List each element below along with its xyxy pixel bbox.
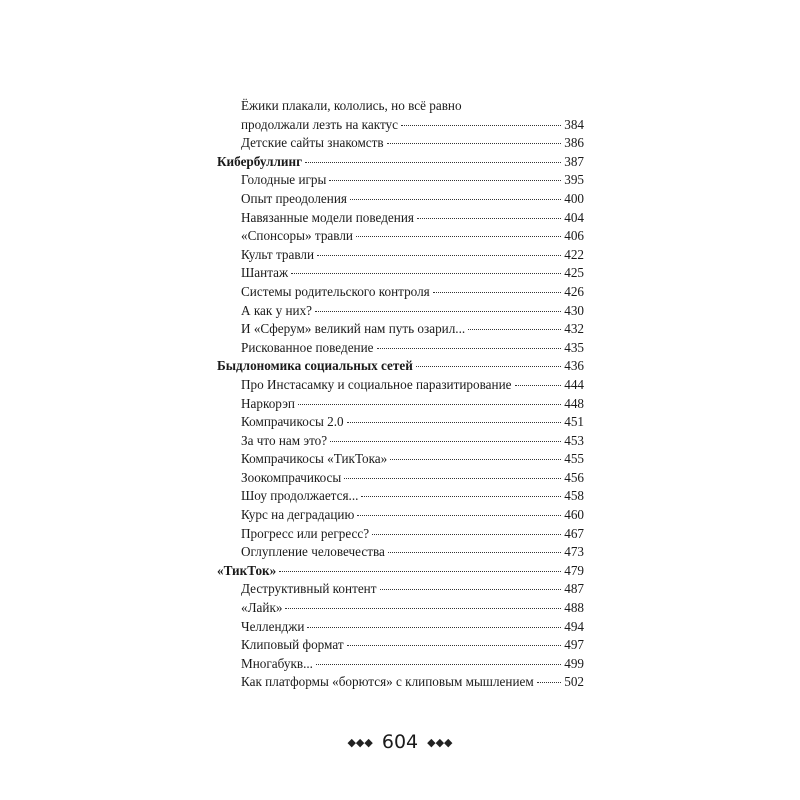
dot-leader: [433, 292, 561, 293]
toc-entry-page: 473: [564, 544, 584, 560]
toc-entry-title: Компрачикосы «ТикТока»: [241, 451, 388, 467]
toc-entry-page: 395: [564, 172, 584, 188]
toc-entry: [217, 97, 584, 116]
toc-entry-title: Ёжики плакали, кололись, но всё равно: [241, 98, 462, 113]
dot-leader: [330, 441, 561, 442]
dot-leader: [285, 608, 561, 609]
toc-entry: [217, 264, 584, 283]
dot-leader: [388, 552, 561, 553]
toc-entry: [217, 171, 584, 190]
toc-entry-title: Клиповый формат: [241, 637, 344, 653]
dot-leader: [390, 459, 561, 460]
toc-entry-page: 426: [564, 283, 584, 299]
toc-entry: [217, 320, 584, 339]
ornament-right-icon: ◆◆◆: [427, 735, 453, 749]
dot-leader: [347, 645, 562, 646]
toc-entry-title: А как у них?: [241, 302, 313, 318]
toc-entry-title: За что нам это?: [241, 432, 328, 448]
toc-entry-page: 444: [564, 376, 584, 392]
toc-entry-page: 451: [564, 414, 584, 430]
dot-leader: [307, 627, 561, 628]
toc-entry: [217, 246, 584, 265]
toc-entry-page: 488: [564, 600, 584, 616]
dot-leader: [380, 589, 562, 590]
dot-leader: [305, 162, 561, 163]
toc-entry: [217, 283, 584, 302]
toc-entry-page: 387: [564, 153, 584, 169]
toc-entry: [217, 580, 584, 599]
toc-entry: [217, 302, 584, 321]
dot-leader: [416, 366, 561, 367]
toc-entry-page: 494: [564, 618, 584, 634]
toc-entry-title: И «Сферум» великий нам путь озарил...: [241, 321, 466, 337]
page-footer: [0, 731, 800, 753]
toc-entry: [217, 636, 584, 655]
toc-entry-page: 448: [564, 395, 584, 411]
dot-leader: [357, 515, 561, 516]
toc-entry-title: «Лайк»: [241, 600, 283, 616]
toc-entry-page: 404: [564, 209, 584, 225]
toc-entry-title: Наркорэп: [241, 395, 295, 411]
toc-entry-title: Шоу продолжается...: [241, 488, 359, 504]
toc-section-entry: [217, 153, 584, 172]
toc-entry-page: 430: [564, 302, 584, 318]
toc-entry-page: 502: [564, 674, 584, 690]
toc-entry: [217, 209, 584, 228]
dot-leader: [316, 664, 561, 665]
dot-leader: [377, 348, 562, 349]
toc-entry-title: Как платформы «борются» с клиповым мышлением: [241, 674, 534, 690]
dot-leader: [468, 329, 561, 330]
toc-entry-page: 436: [564, 358, 584, 374]
toc-entry-page: 406: [564, 228, 584, 244]
dot-leader: [361, 496, 561, 497]
toc-entry-title: Рискованное поведение: [241, 339, 374, 355]
toc-entry-page: 432: [564, 321, 584, 337]
toc-entry-page: 384: [564, 116, 584, 132]
toc-entry-title: продолжали лезть на кактус: [241, 116, 399, 132]
dot-leader: [279, 571, 561, 572]
toc-entry-page: 422: [564, 246, 584, 262]
toc-entry-title: Голодные игры: [241, 172, 327, 188]
toc-entry-page: 455: [564, 451, 584, 467]
toc-entry-title: Про Инстасамку и социальное паразитирование: [241, 376, 512, 392]
toc-entry-page: 435: [564, 339, 584, 355]
toc-entry-title: Деструктивный контент: [241, 581, 377, 597]
dot-leader: [417, 218, 561, 219]
toc-entry: [217, 673, 584, 692]
ornament-left-icon: ◆◆◆: [347, 735, 373, 749]
toc-entry-title: Культ травли: [241, 246, 315, 262]
toc-entry-title: Прогресс или регресс?: [241, 525, 370, 541]
page-number: 604: [381, 731, 419, 753]
toc-entry-title: Компрачикосы 2.0: [241, 414, 344, 430]
toc-entry-title: Шантаж: [241, 265, 289, 281]
toc-entry: [217, 469, 584, 488]
dot-leader: [317, 255, 561, 256]
toc-entry-title: Многабукв...: [241, 655, 313, 671]
dot-leader: [329, 180, 561, 181]
toc-entry-title: Оглупление человечества: [241, 544, 385, 560]
dot-leader: [344, 478, 561, 479]
toc-entry-title: Навязанные модели поведения: [241, 209, 414, 225]
toc-entry-page: 460: [564, 507, 584, 523]
dot-leader: [387, 143, 562, 144]
dot-leader: [350, 199, 561, 200]
toc-entry: [217, 599, 584, 618]
toc-entry: [217, 487, 584, 506]
dot-leader: [537, 682, 562, 683]
toc-entry-title: Системы родительского контроля: [241, 283, 430, 299]
toc-entry: [217, 525, 584, 544]
toc-entry: [217, 395, 584, 414]
toc-entry: [217, 618, 584, 637]
dot-leader: [291, 273, 561, 274]
toc-entry: [217, 432, 584, 451]
toc-entry-page: 400: [564, 190, 584, 206]
dot-leader: [372, 534, 561, 535]
toc-entry: [217, 413, 584, 432]
toc-entry: [217, 376, 584, 395]
toc-entry-title: Быдлономика социальных сетей: [217, 358, 413, 374]
toc-entry-title: Кибербуллинг: [217, 153, 303, 169]
dot-leader: [347, 422, 562, 423]
toc-entry: [217, 655, 584, 674]
toc-section-entry: [217, 562, 584, 581]
toc-entry-page: 458: [564, 488, 584, 504]
toc-entry: [217, 450, 584, 469]
toc-entry-page: 425: [564, 265, 584, 281]
toc-entry-title: «ТикТок»: [217, 562, 277, 578]
toc-entry-page: 467: [564, 525, 584, 541]
toc-entry-title: Челленджи: [241, 618, 305, 634]
toc-entry: [217, 339, 584, 358]
toc-entry: [217, 227, 584, 246]
toc-entry: [217, 116, 584, 135]
toc-entry: [217, 506, 584, 525]
toc-entry-page: 456: [564, 469, 584, 485]
table-of-contents: [217, 97, 584, 692]
toc-entry: [217, 190, 584, 209]
toc-entry-page: 386: [564, 135, 584, 151]
toc-entry-title: «Спонсоры» травли: [241, 228, 353, 244]
toc-entry: [217, 134, 584, 153]
toc-entry-page: 453: [564, 432, 584, 448]
toc-entry-page: 479: [564, 562, 584, 578]
dot-leader: [298, 404, 561, 405]
toc-entry-title: Курс на деградацию: [241, 507, 355, 523]
toc-entry-title: Зоокомпрачикосы: [241, 469, 342, 485]
dot-leader: [515, 385, 562, 386]
toc-entry-page: 497: [564, 637, 584, 653]
toc-entry-page: 487: [564, 581, 584, 597]
toc-section-entry: [217, 357, 584, 376]
dot-leader: [315, 311, 561, 312]
toc-entry-title: Детские сайты знакомств: [241, 135, 384, 151]
toc-entry-page: 499: [564, 655, 584, 671]
toc-entry-title: Опыт преодоления: [241, 190, 347, 206]
dot-leader: [401, 125, 561, 126]
toc-entry: [217, 543, 584, 562]
dot-leader: [356, 236, 561, 237]
